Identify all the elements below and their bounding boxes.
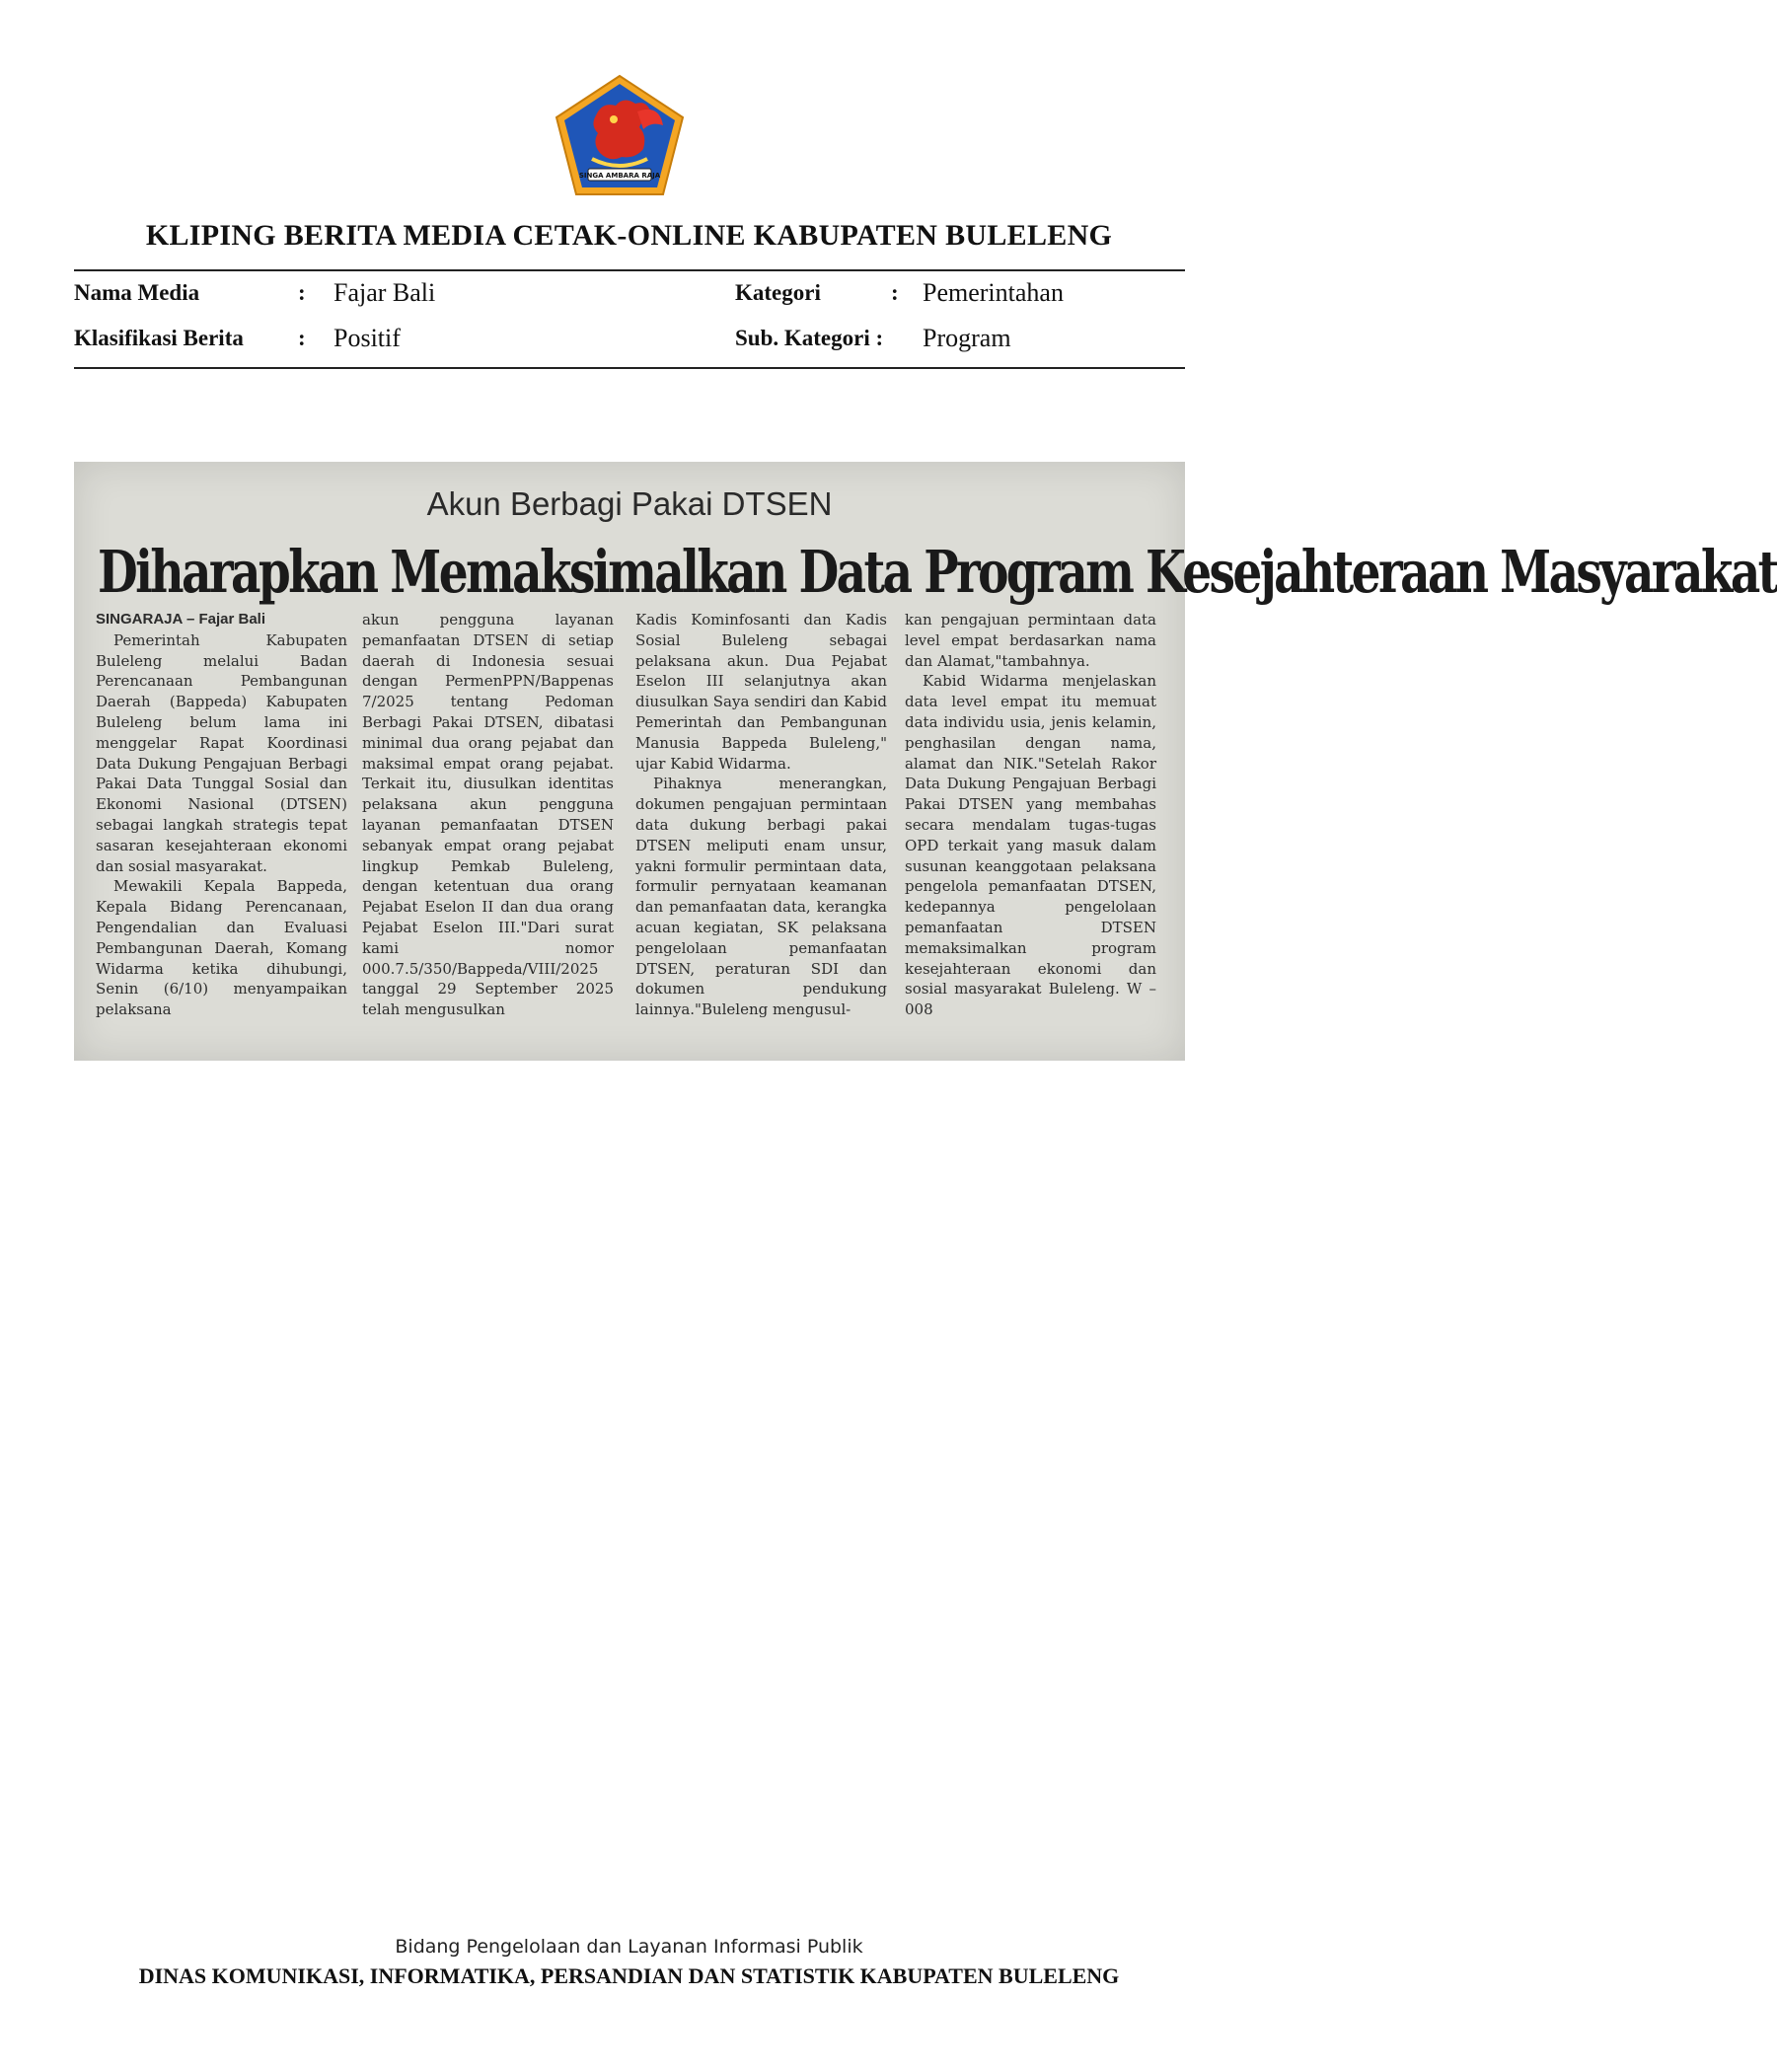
media-colon: : — [298, 280, 306, 305]
article-dateline: SINGARAJA – Fajar Bali — [96, 611, 265, 628]
document-title: KLIPING BERITA MEDIA CETAK-ONLINE KABUPATEN BULELENG — [145, 219, 1113, 252]
article-column-1 — [96, 610, 347, 1054]
article-paragraph: Kadis Kominfosanti dan Kadis Sosial Buleleng sebagai pelaksana akun. Dua Pejabat Eselon III selanjutnya akan diusulkan Saya sendiri dan Kabid Pemerintah dan Pembangunan Manusia Bappeda Buleleng," ujar Kabid Widarma. — [635, 611, 887, 773]
article-column-4 — [905, 610, 1156, 1054]
article-paragraph: Kabid Widarma menjelaskan data level empat itu memuat data individu usia, jenis kelamin, penghasilan dengan nama, alamat dan NIK."Setelah Rakor Data Dukung Pengajuan Berbagi Pakai DTSEN yang membahas secara mendalam tugas-tugas OPD terkait yang masuk dalam susunan keanggotaan pelaksana pengelola pemanfaatan DTSEN, kedepannya pengelolaan pemanfaatan DTSEN memaksimalkan program kesejahteraan ekonomi dan sosial masyarakat Buleleng. W – 008 — [905, 672, 1156, 1019]
category-colon: : — [891, 280, 899, 305]
subcategory-label: Sub. Kategori : — [735, 326, 884, 350]
regency-emblem-icon — [553, 74, 687, 198]
divider-top — [74, 269, 1185, 271]
clipping-kicker: Akun Berbagi Pakai DTSEN — [426, 485, 833, 522]
category-label: Kategori — [735, 280, 821, 305]
emblem-motto: SINGA AMBARA RAJA — [578, 172, 661, 180]
classification-value: Positif — [333, 324, 401, 352]
media-value: Fajar Bali — [333, 278, 436, 307]
divider-bottom — [74, 367, 1185, 369]
classification-colon: : — [298, 326, 306, 350]
media-label: Nama Media — [74, 280, 200, 305]
article-paragraph: kan pengajuan permintaan data level empat berdasarkan nama dan Alamat,"tambahnya. — [905, 611, 1156, 670]
footer-subtitle: Bidang Pengelolaan dan Layanan Informasi Publik — [395, 1936, 863, 1958]
article-column-2 — [362, 610, 614, 1054]
category-value: Pemerintahan — [923, 278, 1064, 307]
article-paragraph: Mewakili Kepala Bappeda, Kepala Bidang Perencanaan, Pengendalian dan Evaluasi Pembangunan Daerah, Komang Widarma ketika dihubungi, Senin (6/10) menyampaikan pelaksana — [96, 877, 347, 1019]
clipping-headline: Diharapkan Memaksimalkan Data Program Kesejahteraan Masyarakat — [98, 539, 1777, 607]
subcategory-value: Program — [923, 324, 1011, 352]
article-paragraph: Pihaknya menerangkan, dokumen pengajuan permintaan data dukung berbagi pakai DTSEN meliputi enam unsur, yakni formulir permintaan data, formulir pernyataan keamanan dan pemanfaatan data, kerangka acuan kegiatan, SK pelaksana pengelolaan pemanfaatan DTSEN, peraturan SDI dan dokumen pendukung lainnya."Buleleng mengusul- — [635, 775, 887, 1019]
article-column-3 — [635, 610, 887, 1054]
article-paragraph: akun pengguna layanan pemanfaatan DTSEN di setiap daerah di Indonesia sesuai dengan PermenPPN/Bappenas 7/2025 tentang Pedoman Berbagi Pakai DTSEN, dibatasi minimal dua orang pejabat dan maksimal empat orang pejabat. Terkait itu, diusulkan identitas pelaksana akun pengguna layanan pemanfaatan DTSEN sebanyak empat orang pejabat lingkup Pemkab Buleleng, dengan ketentuan dua orang Pejabat Eselon II dan dua orang Pejabat Eselon III."Dari surat kami nomor 000.7.5/350/Bappeda/VIII/2025 tanggal 29 September 2025 telah mengusulkan — [362, 611, 614, 1019]
newspaper-clipping — [74, 462, 1777, 1061]
classification-label: Klasifikasi Berita — [74, 326, 244, 350]
article-paragraph: Pemerintah Kabupaten Buleleng melalui Badan Perencanaan Pembangunan Daerah (Bappeda) Kabupaten Buleleng belum lama ini menggelar Rapat Koordinasi Data Dukung Pengajuan Berbagi Pakai Data Tunggal Sosial dan Ekonomi Nasional (DTSEN) sebagai langkah strategis tepat sasaran kesejahteraan ekonomi dan sosial masyarakat. — [96, 630, 347, 875]
footer-office-name: DINAS KOMUNIKASI, INFORMATIKA, PERSANDIAN DAN STATISTIK KABUPATEN BULELENG — [138, 1963, 1120, 1988]
